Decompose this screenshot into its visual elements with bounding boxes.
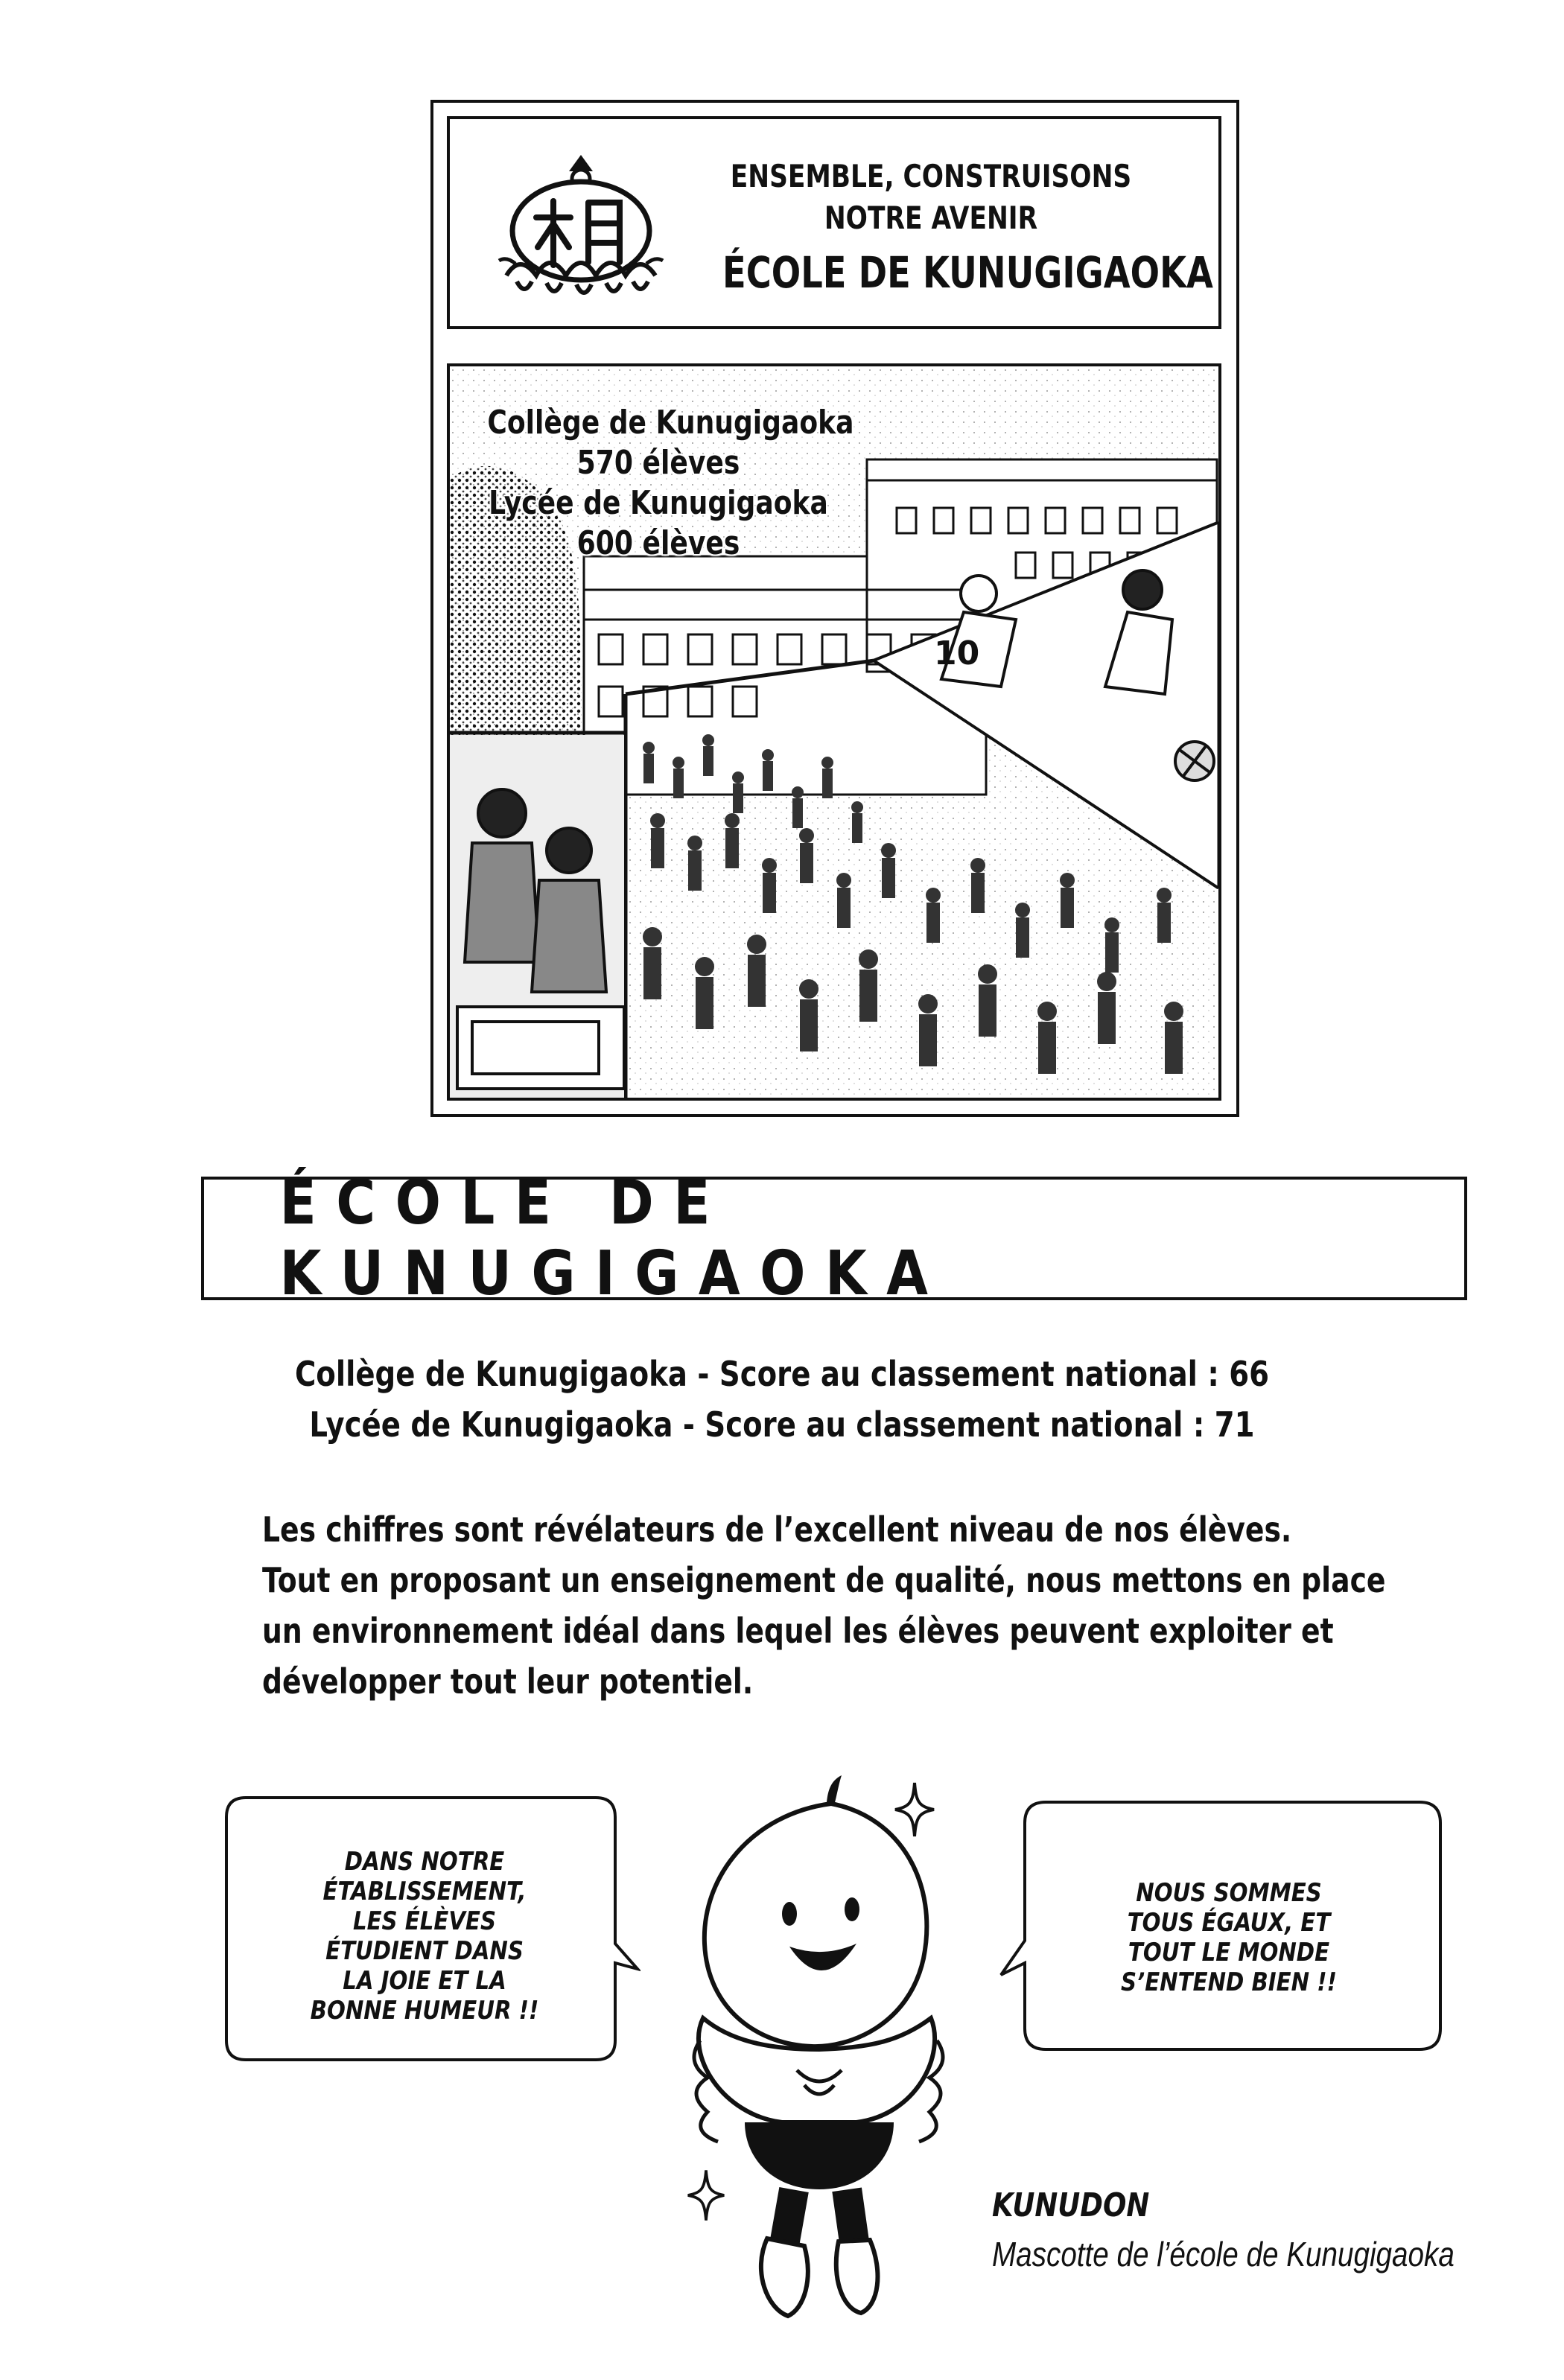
- school-crest-icon: [492, 149, 670, 313]
- right-bubble-line: NOUS SOMMES: [1136, 1878, 1322, 1908]
- college-score: Collège de Kunugigaoka - Score au classement national : 66: [294, 1354, 1270, 1394]
- left-bubble-line: ÉTABLISSEMENT,: [322, 1877, 527, 1906]
- brochure-school-name: ÉCOLE DE KUNUGIGAOKA: [722, 247, 1213, 298]
- college-students-stat: 570 élèves: [576, 444, 740, 482]
- left-bubble-line: ÉTUDIENT DANS: [325, 1936, 524, 1966]
- paragraph-line: Tout en proposant un enseignement de qualité, nous mettons en place: [262, 1560, 1386, 1600]
- left-bubble-line: BONNE HUMEUR !!: [310, 1996, 539, 2026]
- jersey-number: 10: [934, 634, 980, 672]
- left-bubble-line: LA JOIE ET LA: [343, 1966, 506, 1996]
- left-bubble-line: DANS NOTRE: [344, 1847, 505, 1877]
- brochure-slogan-line2: NOTRE AVENIR: [824, 200, 1038, 236]
- paragraph-line: développer tout leur potentiel.: [262, 1661, 754, 1702]
- page-title: ÉCOLE DE KUNUGIGAOKA: [279, 1168, 948, 1309]
- lycee-students-stat: 600 élèves: [576, 524, 740, 562]
- kunudon-mascot: [655, 1772, 983, 2338]
- right-bubble-line: TOUT LE MONDE: [1128, 1938, 1330, 1967]
- mascot-name: KUNUDON: [992, 2186, 1150, 2224]
- brochure-slogan-line1: ENSEMBLE, CONSTRUISONS: [730, 158, 1132, 194]
- description-paragraph: [262, 1504, 1528, 1707]
- sparkle-icon: [685, 2167, 727, 2224]
- page-title-banner: [201, 1168, 1467, 1309]
- right-bubble-line: S’ENTEND BIEN !!: [1121, 1967, 1337, 1997]
- brochure-illustration: [447, 363, 1221, 1101]
- paragraph-line: Les chiffres sont révélateurs de l’excellent niveau de nos élèves.: [262, 1509, 1292, 1550]
- lycee-score: Lycée de Kunugigaoka - Score au classement national : 71: [309, 1404, 1255, 1445]
- sparkle-icon: [892, 1780, 937, 1839]
- right-bubble-line: TOUS ÉGAUX, ET: [1127, 1908, 1331, 1938]
- paragraph-line: un environnement idéal dans lequel les élèves peuvent exploiter et: [262, 1611, 1334, 1651]
- mascot-caption: Mascotte de l’école de Kunugigaoka: [992, 2235, 1455, 2274]
- lycee-name-stat: Lycée de Kunugigaoka: [489, 484, 828, 522]
- college-name-stat: Collège de Kunugigaoka: [487, 404, 854, 442]
- left-bubble-line: LES ÉLÈVES: [352, 1906, 497, 1936]
- classroom-scene: [450, 735, 624, 1098]
